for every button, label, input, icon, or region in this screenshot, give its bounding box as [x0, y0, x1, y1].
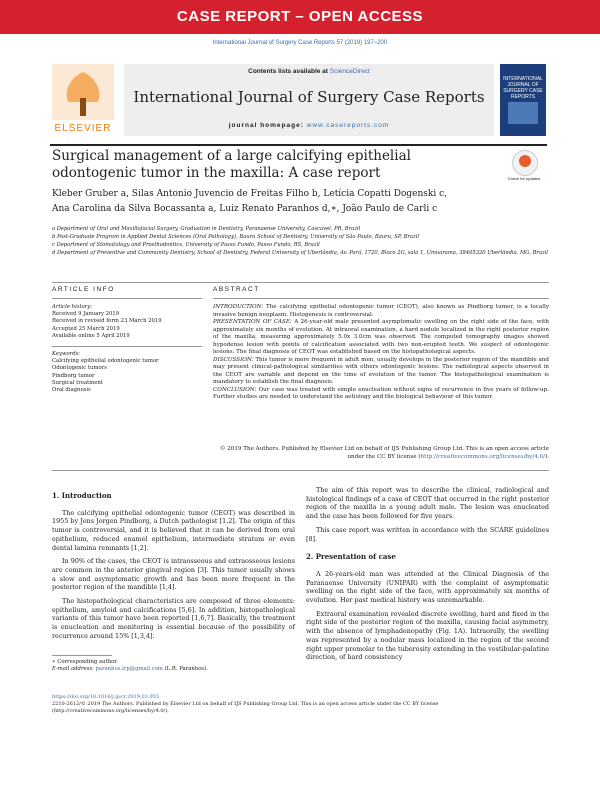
copyright-footer — [52, 694, 549, 715]
affiliation-a: a Department of Oral and Maxillofacial Surgery, Graduation in Dentistry, Paranaense University, Cascavel, PR, Brazil — [52, 226, 361, 232]
authors-line-2: Ana Carolina da Silva Bocassanta a, Luiz Renato Paranhos d,∗, João Paulo de Carli c — [52, 204, 438, 214]
conclusion-label: CONCLUSION: — [213, 386, 257, 393]
keyword: Odontogenic tumors — [52, 365, 107, 372]
keywords-rule — [52, 346, 202, 347]
info-rule — [52, 298, 202, 299]
abstract-discussion: This tumor is more frequent in adult men, usually develops in the posterior region of the mandible and may present clinical-pathological similarities with others odontogenic lesions. The radiological aspects observed in the CEOT are variable and depend on the time of evolution of the tumor. The histopathological examination is mandatory to establish the final diagnosis. — [213, 356, 549, 385]
journal-header — [124, 64, 494, 136]
affiliation-c: c Department of Stomatology and Prosthodontics, University of Passo Fundo, Passo Fundo, RS, Brazil — [52, 242, 320, 248]
cover-image — [508, 102, 538, 124]
authors-line-1: Kleber Gruber a, Silas Antonio Juvencio de Freitas Filho b, Letícia Copatti Dogenski c, — [52, 189, 447, 199]
history-revised: Received in revised form 23 March 2019 — [52, 318, 162, 325]
email-line — [52, 666, 302, 673]
header-rule — [50, 144, 547, 146]
corresponding-author: ∗ Corresponding author. — [52, 659, 118, 665]
case-label: PRESENTATION OF CASE: — [213, 319, 292, 325]
presentation-heading: 2. Presentation of case — [306, 552, 396, 562]
affiliation-d: d Department of Preventive and Community Dentistry, School of Dentistry, Federal University of Uberlândia, Av. Pará, 1720, Bloco 2G, sala 1, Umuarama, 38405320 Uberlândia, MG, Brazil — [52, 250, 548, 256]
elsevier-tree-icon — [52, 64, 114, 120]
elsevier-wordmark: ELSEVIER — [54, 123, 112, 134]
license-end: ). — [545, 453, 549, 460]
case-paragraph-1: A 26-years-old man was attended at the Clinical Diagnosis of the Paranaense University (UNIPAR) with the complaint of asymptomatic swelling on the right side of the face, with approximately six months of evolution. Her past medical history was unremarkable. — [306, 569, 549, 605]
homepage-prefix: journal homepage: — [228, 122, 307, 129]
abstract-bottom-rule — [52, 470, 549, 471]
journal-title: International Journal of Surgery Case Reports — [133, 88, 485, 106]
intro-label: INTRODUCTION: — [213, 304, 264, 310]
cover-title: INTERNATIONAL JOURNAL OF SURGERY CASE REPORTS — [503, 76, 543, 100]
license-link[interactable]: http://creativecommons.org/licenses/by/4.0/ — [420, 453, 546, 460]
intro-paragraph-3: The histopathological characteristics are composed of three elements: epithelium, amyloid and calcifications [5,6]. In addition, histopathological variants of this tumor have been reported [1,6,7]. Basically, the treatment is enucleation and monitoring is essential because of the possibility of recurrence around 15% [1,3,4]. — [52, 597, 295, 640]
history-label: Article history: — [52, 304, 93, 310]
left-column — [52, 486, 295, 646]
affiliation-b: b Post-Graduate Program in Applied Dental Sciences (Oral Pathology), Bauru School of Dentistry, University of São Paulo, Bauru, SP, Brazil — [52, 234, 420, 240]
discussion-label: DISCUSSION: — [213, 356, 254, 363]
keyword: Pindborg tumor — [52, 372, 95, 379]
article-title: Surgical management of a large calcifying epithelial odontogenic tumor in the maxilla: A case report — [52, 148, 411, 181]
issn-license-line: 2210-2612/© 2019 The Authors. Published by Elsevier Ltd on behalf of IJS Publishing Group Ltd. This is an open access article under the CC BY license (http://creativecommons.org/licenses/by/4.0/). — [52, 701, 439, 714]
contents-line — [124, 68, 494, 75]
keywords-label: Keywords: — [52, 351, 81, 358]
scare-paragraph: This case report was written in accordance with the SCARE guidelines [8]. — [306, 525, 549, 543]
elsevier-logo — [52, 64, 114, 136]
journal-citation[interactable]: International Journal of Surgery Case Reports 57 (2019) 197–200 — [212, 40, 388, 46]
email-label: E-mail address: — [52, 666, 96, 673]
doi-link[interactable]: https://doi.org/10.1016/j.ijscr.2019.03.055 — [52, 694, 159, 700]
intro-paragraph-1: The calcifying epithelial odontogenic tumor (CEOT) was described in 1955 by Jens Jorgen Pindborg, a Dutch pathologist [1,2]. The origin of this tumor is controversial, and it is believed that it can be derived from oral epithelium, reduced enamel epithelium, intermediate stratum or even dental lamina remnants [1,2]. — [52, 508, 295, 552]
affiliations — [52, 225, 552, 257]
abstract-case: A 26-year-old male presented asymptomatic swelling on the right side of the face, with approximately six months of evolution. At intraoral examination, a hard nodule localized in the right posterior region of the maxilla, measuring approximately 5.0x 3.0cm was observed. The computed tomography images showed hypodense lesion with points of calcification associated with two non-erupted teeth. We suspect of odontogenic lesions. The final diagnosis of CEOT was established based on the histopathological aspects. — [213, 319, 550, 355]
history-received: Received 9 January 2019 — [52, 311, 120, 318]
contents-prefix: Contents lists available at — [248, 68, 330, 75]
homepage-link[interactable]: www.casereports.com — [306, 122, 390, 129]
abstract-rule — [213, 298, 549, 299]
email-link[interactable]: paranhos.lrp@gmail.com — [95, 666, 163, 673]
aim-paragraph: The aim of this report was to describe the clinical, radiological and histological findings of a case of CEOT that occurred in the right posterior region of the maxilla in a young adult male. The lesion was enucleated and the case has been followed for five years. — [306, 486, 549, 521]
history-online: Available online 5 April 2019 — [52, 332, 130, 339]
right-column — [306, 486, 549, 667]
info-top-rule — [52, 282, 549, 283]
check-for-updates-icon[interactable] — [512, 150, 538, 176]
abstract-body — [213, 304, 549, 402]
license-notice — [213, 446, 549, 461]
article-info-heading: ARTICLE INFO — [52, 286, 115, 293]
journal-homepage — [124, 122, 494, 129]
journal-cover[interactable] — [500, 64, 546, 136]
abstract-intro: The calcifying epithelial odontogenic tumor (CEOT), also known as Pindborg tumor, is a locally invasive benign neoplasm. Histogenesis is controversial. — [213, 304, 549, 318]
history-accepted: Accepted 25 March 2019 — [52, 325, 120, 332]
abstract-heading: ABSTRACT — [213, 286, 260, 293]
check-for-updates-label[interactable]: Check for updates — [507, 176, 541, 181]
case-report-banner: CASE REPORT – OPEN ACCESS — [0, 0, 600, 34]
keyword: Calcifying epithelial odontogenic tumor — [52, 358, 159, 365]
keyword: Surgical treatment — [52, 379, 103, 386]
intro-paragraph-2: In 90% of the cases, the CEOT is intraosseous and extraosseous lesions are common in the anterior gingival region [3]. This tumor usually shows a slow and asymptomatic growth and has been more frequent in the posterior region of the mandible [1,4]. — [52, 557, 295, 592]
author-list — [52, 187, 552, 217]
case-paragraph-2: Extraoral examination revealed discrete swelling, hard and fixed in the right side of the posterior region of the maxilla, causing facial asymmetry, with the absence of lymphadenopathy (Fig. 1A). Intraorally, the swelling was represented by a nodular mass localized in the region of the second right upper premolar to the tuberosity extending in the vestibular-palatine direction, of hard consistency — [306, 609, 549, 662]
footnote-rule — [52, 655, 112, 656]
article-info — [52, 304, 202, 394]
license-text: © 2019 The Authors. Published by Elsevier Ltd on behalf of IJS Publishing Group Ltd. This is an open access article under the CC BY license ( — [219, 446, 549, 460]
email-name: (L.R. Paranhos). — [162, 666, 208, 673]
footnotes — [52, 659, 302, 674]
introduction-heading: 1. Introduction — [52, 491, 112, 500]
keyword: Oral diagnosis — [52, 387, 91, 394]
sciencedirect-link[interactable]: ScienceDirect — [329, 68, 370, 75]
abstract-conclusion: Our case was treated with simple enucleation without signs of recurrence in five years of follow-up. Further studies are needed to understand the aetiology and the biological behaviour of this tumor. — [213, 386, 549, 400]
